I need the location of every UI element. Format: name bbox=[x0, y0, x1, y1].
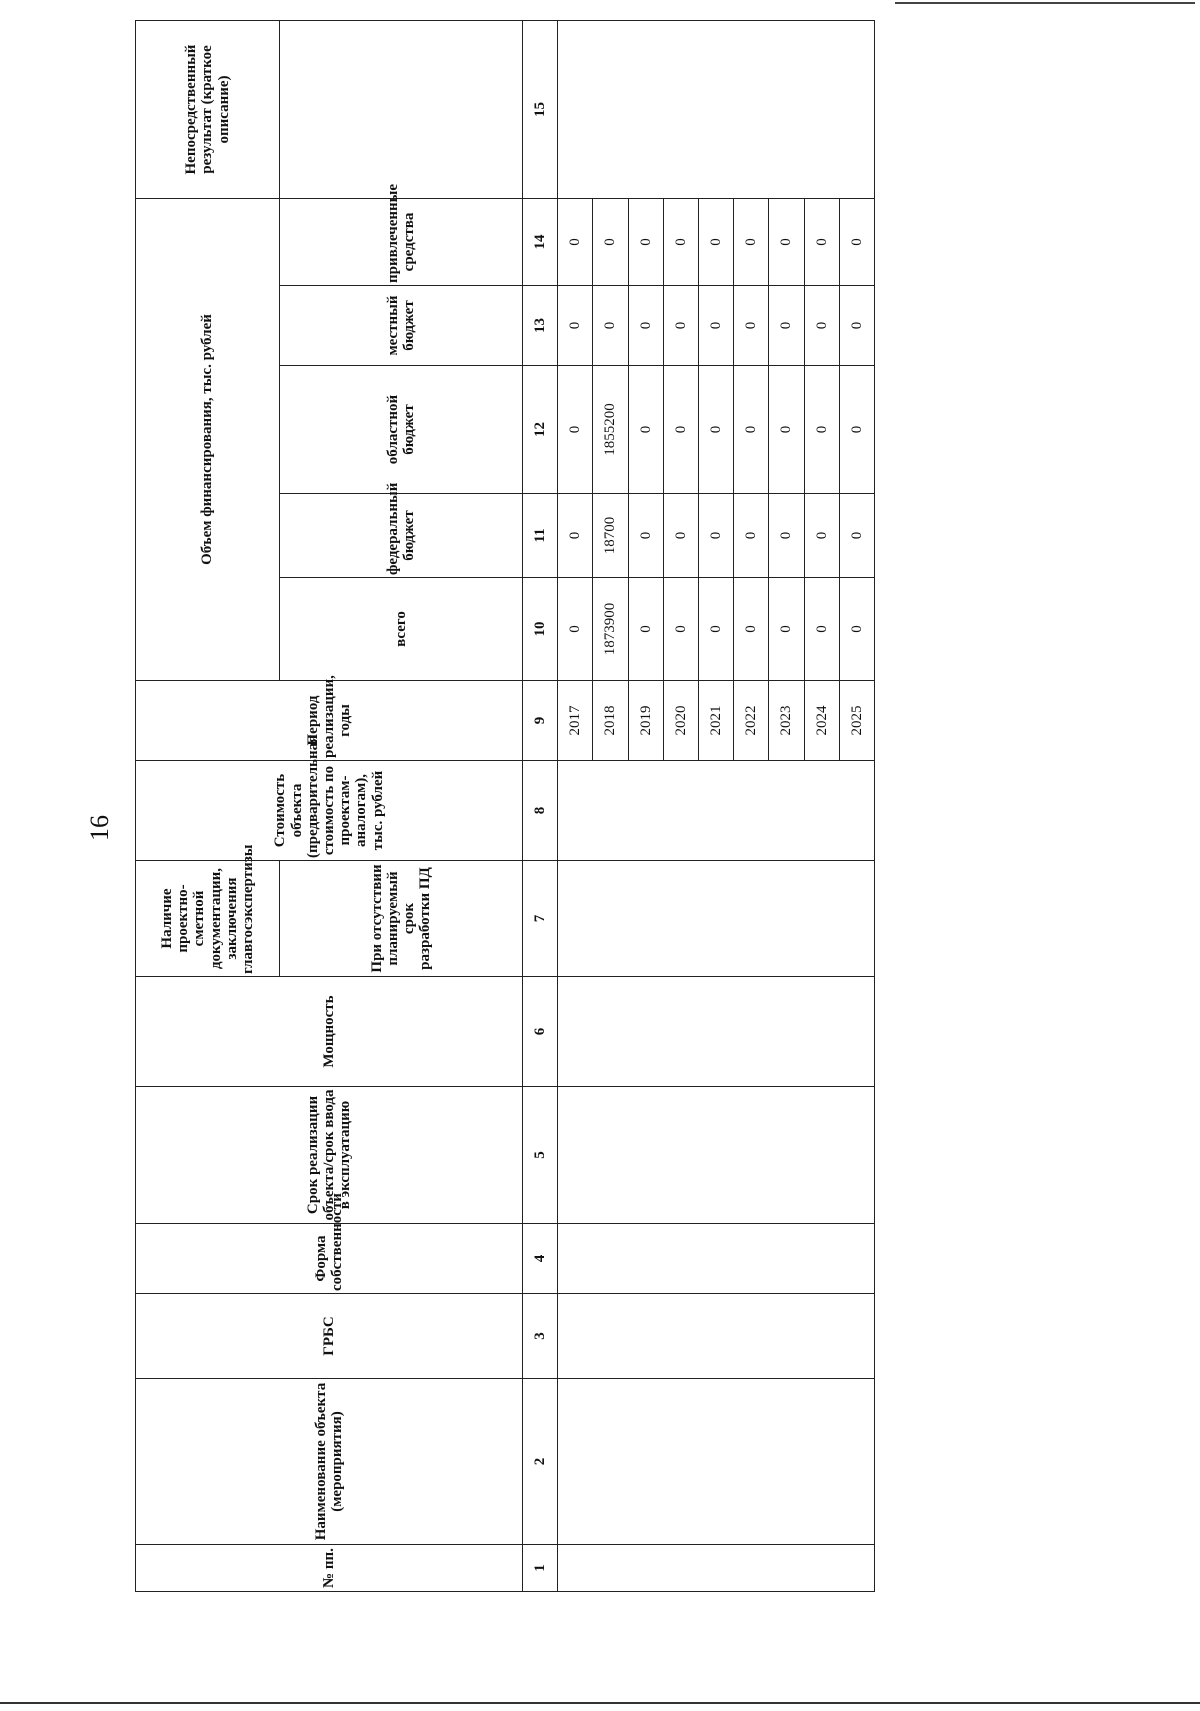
page-number: 16 bbox=[85, 815, 114, 841]
cell-federal: 0 bbox=[699, 494, 734, 578]
cell-total: 0 bbox=[804, 578, 839, 681]
header-psd-term: При отсутствии планируемый срок разработки ПД bbox=[280, 861, 523, 977]
cell-year: 2019 bbox=[628, 681, 663, 761]
cell-attracted: 0 bbox=[804, 199, 839, 286]
bottom-rule bbox=[0, 1702, 1200, 1704]
column-numbers-row bbox=[523, 21, 558, 1592]
cell-total: 0 bbox=[663, 578, 698, 681]
cell-year: 2020 bbox=[663, 681, 698, 761]
cell-federal: 0 bbox=[628, 494, 663, 578]
cell-attracted: 0 bbox=[734, 199, 769, 286]
header-row-top bbox=[136, 21, 280, 1592]
cell-regional: 0 bbox=[839, 366, 874, 494]
cell-empty bbox=[558, 21, 875, 199]
cell-year: 2024 bbox=[804, 681, 839, 761]
column-number: 10 bbox=[523, 578, 558, 681]
cell-total: 0 bbox=[734, 578, 769, 681]
cell-local: 0 bbox=[699, 286, 734, 366]
cell-year: 2018 bbox=[593, 681, 628, 761]
cell-total: 0 bbox=[769, 578, 804, 681]
cell-year: 2022 bbox=[734, 681, 769, 761]
cell-local: 0 bbox=[839, 286, 874, 366]
cell-federal: 0 bbox=[804, 494, 839, 578]
cell-empty bbox=[558, 761, 875, 861]
cell-regional: 0 bbox=[804, 366, 839, 494]
header-object-name: Наименование объекта (мероприятия) bbox=[136, 1379, 523, 1545]
cell-total: 1873900 bbox=[593, 578, 628, 681]
column-number: 6 bbox=[523, 977, 558, 1087]
top-rule bbox=[895, 2, 1195, 4]
cell-local: 0 bbox=[804, 286, 839, 366]
cell-regional: 0 bbox=[663, 366, 698, 494]
column-number: 1 bbox=[523, 1545, 558, 1592]
cell-empty bbox=[558, 1224, 875, 1294]
cell-regional: 0 bbox=[699, 366, 734, 494]
column-number: 8 bbox=[523, 761, 558, 861]
column-number: 11 bbox=[523, 494, 558, 578]
column-number: 15 bbox=[523, 21, 558, 199]
cell-empty bbox=[558, 1545, 875, 1592]
cell-regional: 0 bbox=[734, 366, 769, 494]
header-federal: федеральный бюджет bbox=[280, 494, 523, 578]
cell-total: 0 bbox=[558, 578, 593, 681]
cell-total: 0 bbox=[699, 578, 734, 681]
column-number: 13 bbox=[523, 286, 558, 366]
cell-attracted: 0 bbox=[558, 199, 593, 286]
cell-federal: 18700 bbox=[593, 494, 628, 578]
column-number: 12 bbox=[523, 366, 558, 494]
cell-attracted: 0 bbox=[699, 199, 734, 286]
column-number: 14 bbox=[523, 199, 558, 286]
header-regional: областной бюджет bbox=[280, 366, 523, 494]
cell-local: 0 bbox=[593, 286, 628, 366]
header-period: Период реализации, годы bbox=[136, 681, 523, 761]
cell-local: 0 bbox=[628, 286, 663, 366]
cell-empty bbox=[558, 861, 875, 977]
cell-regional: 0 bbox=[628, 366, 663, 494]
cell-federal: 0 bbox=[769, 494, 804, 578]
header-attracted: привлеченные средства bbox=[280, 199, 523, 286]
cell-empty bbox=[558, 1294, 875, 1379]
column-number: 2 bbox=[523, 1379, 558, 1545]
column-number: 5 bbox=[523, 1087, 558, 1224]
cell-local: 0 bbox=[734, 286, 769, 366]
cell-empty bbox=[558, 1087, 875, 1224]
header-financing-group: Объем финансирования, тыс. рублей bbox=[136, 199, 280, 681]
cell-year: 2023 bbox=[769, 681, 804, 761]
header-total: всего bbox=[280, 578, 523, 681]
cell-regional: 0 bbox=[558, 366, 593, 494]
header-cost: Стоимость объекта (предварительная стоимость по проектам-аналогам), тыс. рублей bbox=[136, 761, 523, 861]
cell-federal: 0 bbox=[839, 494, 874, 578]
table-rotated-wrapper bbox=[135, 20, 875, 1592]
header-psd: Наличие проектно-сметной документации, заключения главгосэкспертизы bbox=[136, 861, 280, 977]
cell-local: 0 bbox=[663, 286, 698, 366]
header-ownership: Форма собственности bbox=[136, 1224, 523, 1294]
cell-total: 0 bbox=[839, 578, 874, 681]
cell-federal: 0 bbox=[558, 494, 593, 578]
table-row bbox=[558, 21, 593, 1592]
header-result-empty bbox=[280, 21, 523, 199]
cell-attracted: 0 bbox=[628, 199, 663, 286]
column-number: 4 bbox=[523, 1224, 558, 1294]
cell-attracted: 0 bbox=[839, 199, 874, 286]
cell-attracted: 0 bbox=[593, 199, 628, 286]
cell-federal: 0 bbox=[734, 494, 769, 578]
cell-year: 2021 bbox=[699, 681, 734, 761]
table-body bbox=[136, 21, 875, 1592]
cell-total: 0 bbox=[628, 578, 663, 681]
header-capacity: Мощность bbox=[136, 977, 523, 1087]
cell-regional: 1855200 bbox=[593, 366, 628, 494]
header-grbs: ГРБС bbox=[136, 1294, 523, 1379]
cell-empty bbox=[558, 1379, 875, 1545]
financing-table bbox=[135, 20, 875, 1592]
cell-attracted: 0 bbox=[663, 199, 698, 286]
cell-year: 2017 bbox=[558, 681, 593, 761]
cell-empty bbox=[558, 977, 875, 1087]
cell-year: 2025 bbox=[839, 681, 874, 761]
cell-federal: 0 bbox=[663, 494, 698, 578]
cell-regional: 0 bbox=[769, 366, 804, 494]
header-number: № пп. bbox=[136, 1545, 523, 1592]
header-local: местный бюджет bbox=[280, 286, 523, 366]
column-number: 7 bbox=[523, 861, 558, 977]
cell-attracted: 0 bbox=[769, 199, 804, 286]
column-number: 3 bbox=[523, 1294, 558, 1379]
header-result: Непосредственный результат (краткое описание) bbox=[136, 21, 280, 199]
cell-local: 0 bbox=[558, 286, 593, 366]
header-term: Срок реализации объекта/срок ввода в эксплуатацию bbox=[136, 1087, 523, 1224]
column-number: 9 bbox=[523, 681, 558, 761]
cell-local: 0 bbox=[769, 286, 804, 366]
